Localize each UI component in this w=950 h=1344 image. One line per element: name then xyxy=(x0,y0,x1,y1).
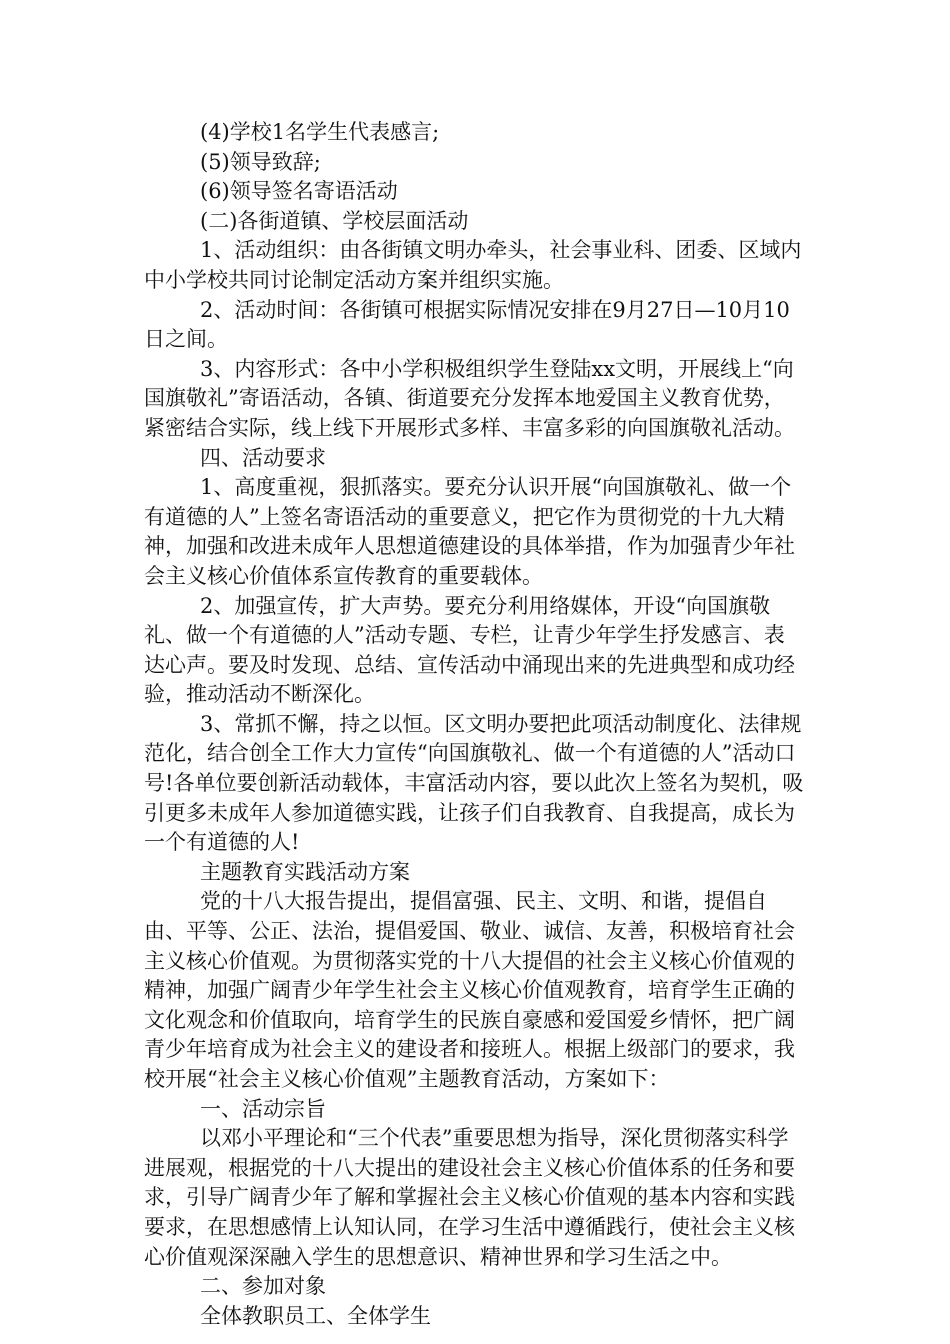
paragraph-introduction: 党的十八大报告提出，提倡富强、民主、文明、和谐，提倡自由、平等、公正、法治，提倡爱国、敬业、诚信、友善，积极培育社会主义核心价值观。为贯彻落实党的十八大提倡的社会主义核心价值观的精神，加强广阔青少年学生社会主义核心价值观教育，培育学生正确的文化观念和价值取向，培育学生的民族自豪感和爱国爱乡情怀，把广阔青少年培育成为社会主义的建设者和接班人。根据上级部门的要求，我校开展“社会主义核心价值观”主题教育活动，方案如下： xyxy=(144,889,795,1091)
paragraph-requirement-2: 2、加强宣传，扩大声势。要充分利用络媒体，开设“向国旗敬礼、做一个有道德的人”活动专题、专栏，让青少年学生抒发感言、表达心声。要及时发现、总结、宣传活动中涌现出来的先进典型和成功经验，推动活动不断深化。 xyxy=(144,593,795,707)
document-subtitle: 主题教育实践活动方案 xyxy=(200,859,410,884)
paragraph-item-6: (6)领导签名寄语活动 xyxy=(200,179,398,204)
paragraph-item-5: (5)领导致辞; xyxy=(200,149,321,174)
section-heading-requirements: 四、活动要求 xyxy=(200,445,326,470)
paragraph-requirement-3: 3、常抓不懈，持之以恒。区文明办要把此项活动制度化、法律规范化，结合创全工作大力宣传“向国旗敬礼、做一个有道德的人”活动口号!各单位要创新活动载体，丰富活动内容，要以此次上签名为契机，吸引更多未成年人参加道德实践，让孩子们自我教育、自我提高，成长为一个有道德的人! xyxy=(144,711,804,855)
paragraph-item-4: (4)学校1名学生代表感言; xyxy=(200,120,440,144)
paragraph-content-form: 3、内容形式：各中小学积极组织学生登陆xx文明，开展线上“向国旗敬礼”寄语活动，各镇、街道要充分发挥本地爱国主义教育优势，紧密结合实际，线上线下开展形式多样、丰富多彩的向国旗敬礼活动。 xyxy=(144,356,795,440)
paragraph-purpose: 以邓小平理论和“三个代表”重要思想为指导，深化贯彻落实科学进展观，根据党的十八大提出的建设社会主义核心价值体系的任务和要求，引导广阔青少年了解和掌握社会主义核心价值观的基本内容和实践要求，在思想感情上认知认同，在学习生活中遵循践行，使社会主义核心价值观深深融入学生的思想意识、精神世界和学习生活之中。 xyxy=(144,1126,795,1269)
document-body xyxy=(144,118,804,1331)
section-heading-street-school: (二)各街道镇、学校层面活动 xyxy=(200,208,469,233)
paragraph-activity-organization: 1、活动组织：由各街镇文明办牵头，社会事业科、团委、区域内中小学校共同讨论制定活动方案并组织实施。 xyxy=(144,238,802,292)
section-heading-participants: 二、参加对象 xyxy=(200,1274,326,1299)
paragraph-participants: 全体教职员工、全体学生 xyxy=(200,1303,431,1328)
paragraph-requirement-1: 1、高度重视，狠抓落实。要充分认识开展“向国旗敬礼、做一个有道德的人”上签名寄语活动的重要意义，把它作为贯彻党的十九大精神，加强和改进未成年人思想道德建设的具体举措，作为加强青少年社会主义核心价值体系宣传教育的重要载体。 xyxy=(144,475,795,588)
paragraph-activity-time: 2、活动时间：各街镇可根据实际情况安排在9月27日—10月10日之间。 xyxy=(144,297,790,352)
section-heading-purpose: 一、活动宗旨 xyxy=(200,1096,326,1121)
